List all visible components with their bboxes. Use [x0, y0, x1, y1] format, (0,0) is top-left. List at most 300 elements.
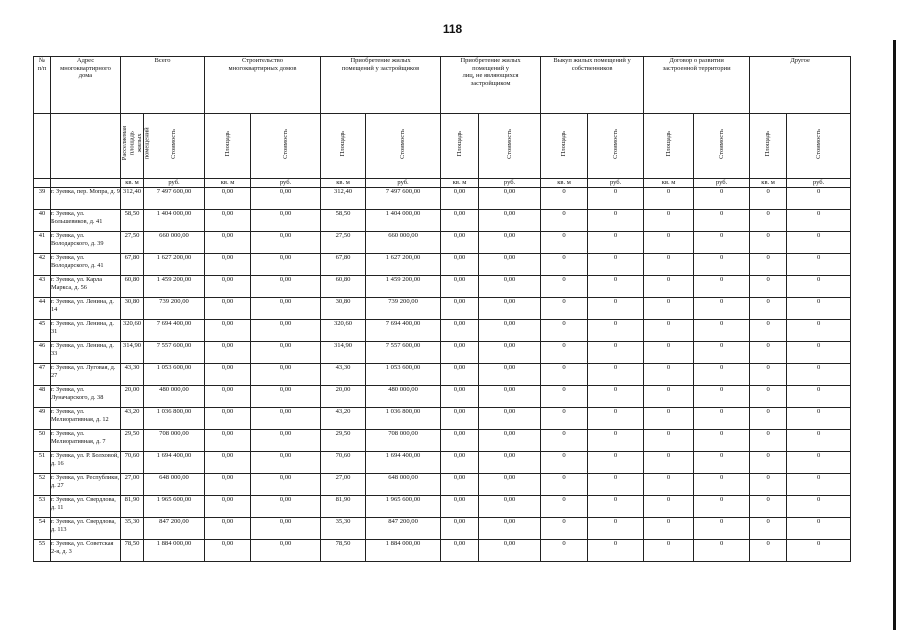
- row-value: 60,80: [121, 276, 144, 298]
- row-value: 312,40: [321, 188, 366, 210]
- row-value: 0,00: [479, 430, 541, 452]
- row-value: 0,00: [205, 342, 251, 364]
- table-row: [34, 408, 851, 430]
- row-value: 29,50: [121, 430, 144, 452]
- row-value: 27,50: [121, 232, 144, 254]
- resettlement-table: [33, 56, 851, 562]
- row-value: 708 000,00: [144, 430, 205, 452]
- row-value: 0: [787, 254, 851, 276]
- row-value: 0,00: [251, 276, 321, 298]
- row-value: 0,00: [205, 276, 251, 298]
- table-row: [34, 474, 851, 496]
- row-address: г. Зуевка, ул. Советская 2-я, д. 3: [51, 540, 121, 562]
- subheader-cost: Стоимость: [251, 114, 321, 179]
- header-acq-developers: Приобретение жилых помещений у застройщиков: [321, 57, 441, 114]
- row-value: 0: [750, 364, 787, 386]
- row-value: 1 884 000,00: [366, 540, 441, 562]
- row-value: 0: [644, 518, 694, 540]
- row-value: 1 053 600,00: [144, 364, 205, 386]
- row-value: 0: [588, 364, 644, 386]
- row-value: 0,00: [251, 210, 321, 232]
- row-value: 0: [541, 540, 588, 562]
- row-value: 0: [644, 430, 694, 452]
- row-address: г. Зуевка, ул. Р. Болховой, д. 16: [51, 452, 121, 474]
- row-value: 0: [787, 386, 851, 408]
- row-value: 81,90: [121, 496, 144, 518]
- row-number: 43: [34, 276, 51, 298]
- table-row: [34, 364, 851, 386]
- row-value: 0,00: [205, 232, 251, 254]
- row-value: 43,20: [121, 408, 144, 430]
- unit-rub: руб.: [366, 179, 441, 188]
- row-value: 0: [541, 518, 588, 540]
- row-value: 58,50: [321, 210, 366, 232]
- row-value: 0: [787, 452, 851, 474]
- header-construction: Строительство многоквартирных домов: [205, 57, 321, 114]
- row-value: 0,00: [479, 342, 541, 364]
- header-buyout: Выкуп жилых помещений у собственников: [541, 57, 644, 114]
- row-value: 0,00: [205, 518, 251, 540]
- row-value: 0: [541, 298, 588, 320]
- row-value: 0: [588, 474, 644, 496]
- unit-rub: руб.: [787, 179, 851, 188]
- row-value: 0,00: [441, 232, 479, 254]
- subheader-area-resettled: Расселяемая площадь жилых помещений: [121, 114, 144, 179]
- row-value: 1 694 400,00: [366, 452, 441, 474]
- row-value: 0: [694, 408, 750, 430]
- row-value: 648 000,00: [144, 474, 205, 496]
- unit-sqm: кв. м: [441, 179, 479, 188]
- row-value: 35,30: [121, 518, 144, 540]
- table-row: [34, 320, 851, 342]
- row-value: 0: [644, 276, 694, 298]
- row-value: 0: [694, 452, 750, 474]
- row-value: 0,00: [441, 254, 479, 276]
- row-value: 0: [588, 342, 644, 364]
- row-value: 0,00: [479, 452, 541, 474]
- table-row: [34, 430, 851, 452]
- row-address: г. Зуевка, ул. Луначарского, д. 38: [51, 386, 121, 408]
- row-value: 43,30: [321, 364, 366, 386]
- row-value: 1 694 400,00: [144, 452, 205, 474]
- row-value: 739 200,00: [144, 298, 205, 320]
- row-value: 0: [588, 210, 644, 232]
- row-value: 0: [541, 474, 588, 496]
- row-value: 0,00: [251, 320, 321, 342]
- row-value: 0: [588, 496, 644, 518]
- row-value: 7 557 600,00: [366, 342, 441, 364]
- row-value: 0: [644, 188, 694, 210]
- row-value: 0: [694, 386, 750, 408]
- row-value: 1 404 000,00: [366, 210, 441, 232]
- row-value: 0: [588, 232, 644, 254]
- row-value: 0: [588, 408, 644, 430]
- row-number: 49: [34, 408, 51, 430]
- row-value: 0,00: [479, 232, 541, 254]
- row-value: 0: [750, 496, 787, 518]
- row-value: 648 000,00: [366, 474, 441, 496]
- row-value: 0: [787, 210, 851, 232]
- row-address: г. Зуевка, пер. Мопра, д. 9: [51, 188, 121, 210]
- row-value: 0,00: [479, 540, 541, 562]
- row-value: 1 627 200,00: [144, 254, 205, 276]
- header-num-cont: [34, 114, 51, 179]
- row-value: 847 200,00: [144, 518, 205, 540]
- row-address: г. Зуевка, ул. Свердлова, д. 11: [51, 496, 121, 518]
- row-value: 0: [644, 364, 694, 386]
- row-value: 0: [787, 496, 851, 518]
- row-address: г. Зуевка, ул. Ленина, д. 14: [51, 298, 121, 320]
- row-value: 0: [541, 364, 588, 386]
- row-value: 0: [787, 298, 851, 320]
- row-value: 0: [787, 320, 851, 342]
- row-value: 27,50: [321, 232, 366, 254]
- row-value: 0: [644, 320, 694, 342]
- row-value: 0: [644, 210, 694, 232]
- row-value: 0,00: [205, 430, 251, 452]
- row-value: 0,00: [205, 320, 251, 342]
- row-value: 1 459 200,00: [144, 276, 205, 298]
- unit-rub: руб.: [479, 179, 541, 188]
- row-value: 1 627 200,00: [366, 254, 441, 276]
- unit-rub: руб.: [144, 179, 205, 188]
- row-value: 0: [644, 386, 694, 408]
- row-value: 35,30: [321, 518, 366, 540]
- row-value: 7 497 600,00: [144, 188, 205, 210]
- row-value: 0,00: [251, 364, 321, 386]
- row-value: 0: [644, 496, 694, 518]
- row-value: 0: [644, 408, 694, 430]
- row-value: 0: [541, 232, 588, 254]
- row-value: 0,00: [205, 474, 251, 496]
- row-value: 0: [787, 408, 851, 430]
- header-acq-non-developers: Приобретение жилых помещений у лиц, не являющихся застройщиком: [441, 57, 541, 114]
- row-value: 27,00: [321, 474, 366, 496]
- row-value: 29,50: [321, 430, 366, 452]
- row-value: 660 000,00: [366, 232, 441, 254]
- row-address: г. Зуевка, ул. Карла Маркса, д. 56: [51, 276, 121, 298]
- row-value: 0: [694, 188, 750, 210]
- row-address: г. Зуевка, ул. Большевиков, д. 41: [51, 210, 121, 232]
- row-value: 0,00: [441, 342, 479, 364]
- row-value: 0,00: [479, 408, 541, 430]
- row-value: 0,00: [479, 386, 541, 408]
- row-value: 0: [750, 408, 787, 430]
- row-value: 0,00: [251, 188, 321, 210]
- table-body: [34, 188, 851, 562]
- row-value: 0,00: [441, 386, 479, 408]
- row-value: 0,00: [479, 518, 541, 540]
- row-value: 0: [541, 430, 588, 452]
- row-value: 67,80: [321, 254, 366, 276]
- row-value: 0,00: [479, 364, 541, 386]
- row-value: 0: [750, 210, 787, 232]
- row-value: 0: [750, 232, 787, 254]
- subheader-cost: Стоимость: [366, 114, 441, 179]
- row-value: 0: [588, 386, 644, 408]
- unit-rub: руб.: [251, 179, 321, 188]
- row-value: 660 000,00: [144, 232, 205, 254]
- subheader-area: Площадь: [321, 114, 366, 179]
- row-number: 42: [34, 254, 51, 276]
- row-value: 0,00: [441, 540, 479, 562]
- row-value: 0: [750, 342, 787, 364]
- row-address: г. Зуевка, ул. Володарского, д. 39: [51, 232, 121, 254]
- unit-sqm: кв. м: [321, 179, 366, 188]
- row-value: 20,00: [321, 386, 366, 408]
- row-value: 0: [644, 298, 694, 320]
- row-value: 0,00: [441, 430, 479, 452]
- row-value: 0: [750, 254, 787, 276]
- row-value: 1 036 800,00: [366, 408, 441, 430]
- row-value: 78,50: [121, 540, 144, 562]
- row-value: 312,40: [121, 188, 144, 210]
- table-row: [34, 518, 851, 540]
- table-row: [34, 540, 851, 562]
- header-other: Другое: [750, 57, 851, 114]
- row-number: 50: [34, 430, 51, 452]
- row-value: 739 200,00: [366, 298, 441, 320]
- unit-sqm: кв. м: [644, 179, 694, 188]
- row-value: 0,00: [251, 430, 321, 452]
- row-value: 0,00: [441, 518, 479, 540]
- unit-sqm: кв. м: [205, 179, 251, 188]
- row-value: 7 694 400,00: [144, 320, 205, 342]
- row-address: г. Зуевка, ул. Ленина, д. 33: [51, 342, 121, 364]
- row-value: 0,00: [205, 496, 251, 518]
- row-value: 20,00: [121, 386, 144, 408]
- row-value: 480 000,00: [144, 386, 205, 408]
- row-value: 1 965 600,00: [366, 496, 441, 518]
- row-value: 0: [694, 430, 750, 452]
- row-value: 0: [588, 254, 644, 276]
- row-value: 0: [588, 276, 644, 298]
- row-number: 47: [34, 364, 51, 386]
- row-value: 0: [541, 210, 588, 232]
- subheader-cost: Стоимость: [144, 114, 205, 179]
- row-value: 7 497 600,00: [366, 188, 441, 210]
- row-value: 0: [644, 342, 694, 364]
- row-address: г. Зуевка, ул. Мелиоративная, д. 7: [51, 430, 121, 452]
- row-value: 0: [694, 320, 750, 342]
- row-number: 44: [34, 298, 51, 320]
- table-row: [34, 232, 851, 254]
- row-value: 0: [541, 452, 588, 474]
- unit-blank: [34, 179, 51, 188]
- row-value: 0,00: [205, 408, 251, 430]
- row-value: 0: [644, 254, 694, 276]
- row-value: 0: [787, 232, 851, 254]
- row-value: 0: [541, 342, 588, 364]
- row-value: 0: [787, 430, 851, 452]
- header-total: Всего: [121, 57, 205, 114]
- unit-sqm: кв. м: [121, 179, 144, 188]
- row-value: 0,00: [251, 298, 321, 320]
- row-value: 1 036 800,00: [144, 408, 205, 430]
- row-value: 0: [694, 540, 750, 562]
- header-num: № п/п: [34, 57, 51, 114]
- row-value: 1 459 200,00: [366, 276, 441, 298]
- row-value: 0: [541, 188, 588, 210]
- row-value: 0: [750, 518, 787, 540]
- row-address: г. Зуевка, ул. Свердлова, д. 113: [51, 518, 121, 540]
- header-dev-agreement: Договор о развитии застроенной территории: [644, 57, 750, 114]
- subheader-cost: Стоимость: [787, 114, 851, 179]
- row-value: 0,00: [205, 210, 251, 232]
- subheader-area: Площадь: [750, 114, 787, 179]
- unit-sqm: кв. м: [541, 179, 588, 188]
- row-value: 0: [588, 518, 644, 540]
- row-value: 0: [694, 298, 750, 320]
- row-value: 320,60: [121, 320, 144, 342]
- row-value: 30,80: [321, 298, 366, 320]
- header-address: Адрес многоквартирного дома: [51, 57, 121, 114]
- row-value: 0,00: [251, 474, 321, 496]
- row-value: 0,00: [441, 474, 479, 496]
- row-value: 0,00: [441, 276, 479, 298]
- row-value: 7 694 400,00: [366, 320, 441, 342]
- row-value: 0: [787, 276, 851, 298]
- row-value: 0,00: [251, 452, 321, 474]
- row-value: 480 000,00: [366, 386, 441, 408]
- row-value: 0: [694, 474, 750, 496]
- row-value: 0: [541, 386, 588, 408]
- row-value: 0,00: [479, 276, 541, 298]
- row-value: 43,30: [121, 364, 144, 386]
- row-value: 0,00: [441, 364, 479, 386]
- header-address-cont: [51, 114, 121, 179]
- row-value: 0,00: [479, 254, 541, 276]
- row-value: 0: [750, 320, 787, 342]
- row-address: г. Зуевка, ул. Володарского, д. 41: [51, 254, 121, 276]
- row-value: 0,00: [251, 518, 321, 540]
- subheader-area: Площадь: [541, 114, 588, 179]
- row-value: 0,00: [479, 298, 541, 320]
- row-value: 70,60: [321, 452, 366, 474]
- unit-sqm: кв. м: [750, 179, 787, 188]
- unit-blank: [51, 179, 121, 188]
- row-number: 48: [34, 386, 51, 408]
- subheader-cost: Стоимость: [588, 114, 644, 179]
- row-value: 0: [787, 364, 851, 386]
- row-value: 1 884 000,00: [144, 540, 205, 562]
- row-value: 320,60: [321, 320, 366, 342]
- row-value: 7 557 600,00: [144, 342, 205, 364]
- row-value: 0: [588, 540, 644, 562]
- row-number: 54: [34, 518, 51, 540]
- row-value: 0,00: [479, 474, 541, 496]
- row-value: 0: [541, 408, 588, 430]
- row-value: 0,00: [441, 496, 479, 518]
- subheader-area: Площадь: [644, 114, 694, 179]
- row-value: 0: [750, 298, 787, 320]
- row-value: 314,90: [121, 342, 144, 364]
- table-row: [34, 496, 851, 518]
- row-address: г. Зуевка, ул. Ленина, д. 31: [51, 320, 121, 342]
- row-value: 0,00: [441, 188, 479, 210]
- row-value: 0,00: [479, 496, 541, 518]
- row-number: 51: [34, 452, 51, 474]
- row-number: 46: [34, 342, 51, 364]
- row-value: 0: [588, 298, 644, 320]
- row-value: 0,00: [479, 320, 541, 342]
- subheader-area: Площадь: [441, 114, 479, 179]
- row-value: 0: [644, 452, 694, 474]
- row-value: 314,90: [321, 342, 366, 364]
- row-value: 0,00: [441, 210, 479, 232]
- row-value: 0,00: [251, 386, 321, 408]
- row-value: 78,50: [321, 540, 366, 562]
- row-value: 0: [694, 210, 750, 232]
- row-value: 0,00: [251, 232, 321, 254]
- row-value: 0: [750, 474, 787, 496]
- row-value: 0: [541, 276, 588, 298]
- row-value: 0,00: [205, 188, 251, 210]
- table-row: [34, 188, 851, 210]
- table-row: [34, 210, 851, 232]
- row-value: 67,80: [121, 254, 144, 276]
- row-number: 40: [34, 210, 51, 232]
- row-value: 0: [694, 364, 750, 386]
- row-value: 0: [694, 496, 750, 518]
- row-value: 0,00: [205, 364, 251, 386]
- row-value: 0: [588, 430, 644, 452]
- row-value: 1 053 600,00: [366, 364, 441, 386]
- subheader-cost: Стоимость: [694, 114, 750, 179]
- table-row: [34, 342, 851, 364]
- row-value: 0: [750, 188, 787, 210]
- table-row: [34, 386, 851, 408]
- row-value: 0,00: [251, 342, 321, 364]
- row-value: 0: [694, 518, 750, 540]
- subheader-cost: Стоимость: [479, 114, 541, 179]
- row-value: 0,00: [205, 386, 251, 408]
- table-row: [34, 254, 851, 276]
- row-value: 0: [750, 276, 787, 298]
- row-value: 1 404 000,00: [144, 210, 205, 232]
- row-value: 70,60: [121, 452, 144, 474]
- row-value: 0: [694, 254, 750, 276]
- row-value: 0: [588, 320, 644, 342]
- row-number: 45: [34, 320, 51, 342]
- row-value: 0,00: [441, 452, 479, 474]
- row-value: 0: [694, 342, 750, 364]
- row-value: 0: [588, 452, 644, 474]
- row-value: 43,20: [321, 408, 366, 430]
- row-value: 81,90: [321, 496, 366, 518]
- row-value: 0: [644, 232, 694, 254]
- row-value: 0: [750, 386, 787, 408]
- table-row: [34, 276, 851, 298]
- row-value: 0,00: [479, 210, 541, 232]
- row-value: 0: [787, 188, 851, 210]
- row-value: 30,80: [121, 298, 144, 320]
- row-value: 0,00: [205, 298, 251, 320]
- page-edge-bar: [893, 40, 896, 630]
- row-value: 0,00: [441, 320, 479, 342]
- row-value: 0,00: [479, 188, 541, 210]
- row-value: 0: [787, 518, 851, 540]
- row-value: 847 200,00: [366, 518, 441, 540]
- row-value: 0: [787, 342, 851, 364]
- row-value: 0,00: [251, 254, 321, 276]
- row-number: 53: [34, 496, 51, 518]
- page-number: 118: [442, 22, 463, 36]
- row-value: 0: [750, 540, 787, 562]
- row-value: 0: [750, 452, 787, 474]
- row-value: 58,50: [121, 210, 144, 232]
- row-value: 0: [541, 254, 588, 276]
